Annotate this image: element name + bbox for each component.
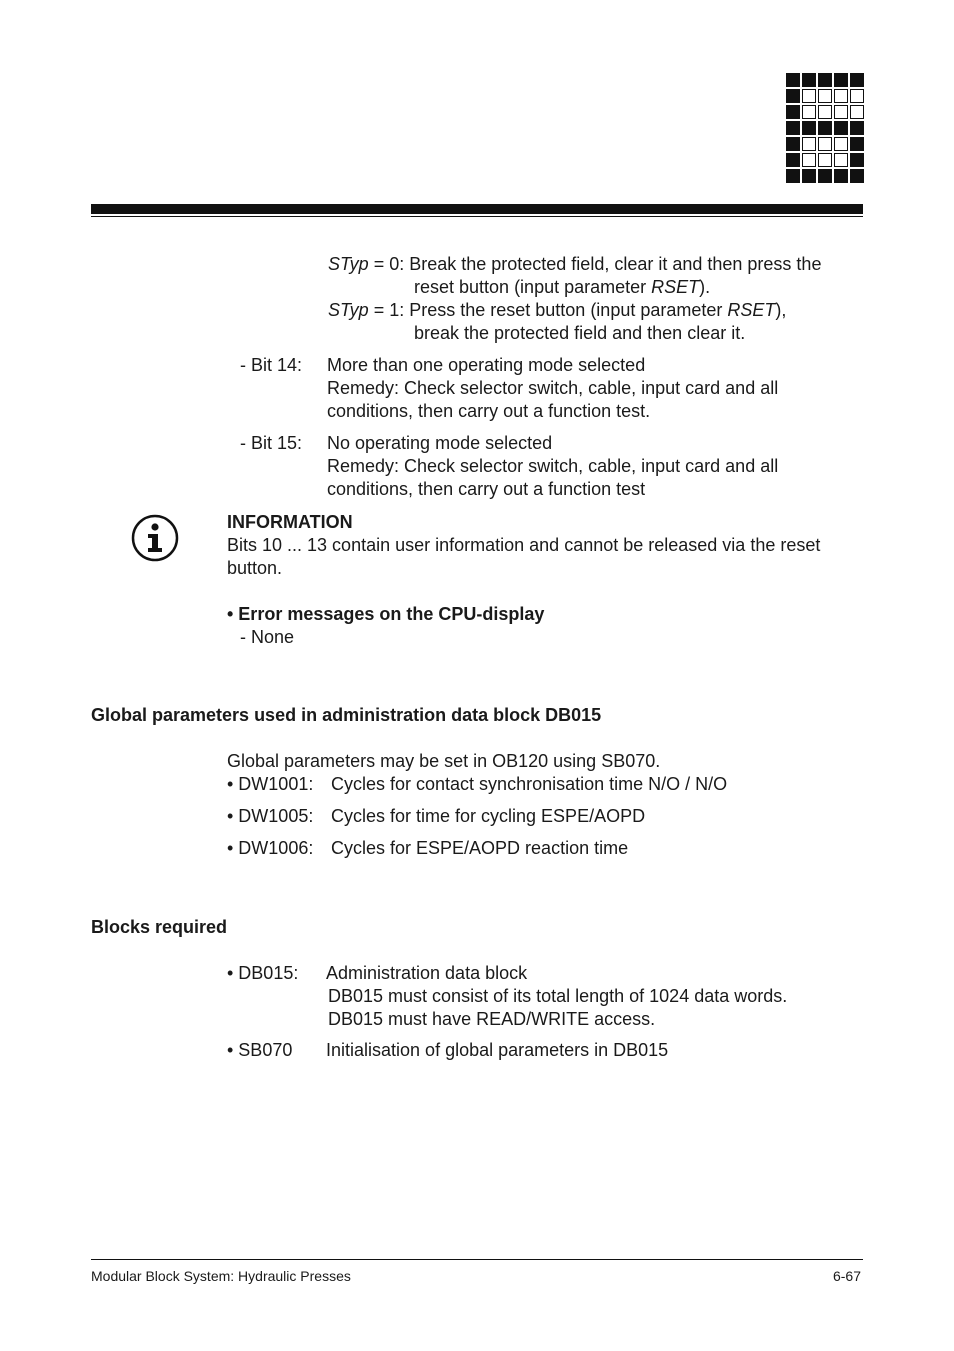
styp-0-line — [328, 253, 821, 276]
global-param-key: • DW1005: — [227, 806, 314, 826]
db015-line: Administration data block — [326, 963, 528, 983]
header-rule-thick — [91, 204, 863, 214]
global-param-key: • DW1006: — [227, 838, 314, 858]
bit-14-line: Remedy: Check selector switch, cable, input card and all — [327, 378, 779, 398]
page-number: 6-67 — [832, 1268, 861, 1284]
information-text: Bits 10 ... 13 contain user information and cannot be released via the reset — [227, 535, 821, 555]
styp-0-line-cont — [414, 276, 710, 299]
db015-key: • DB015: — [227, 963, 299, 983]
styp-label: STyp — [328, 254, 369, 274]
global-param-key: • DW1001: — [227, 774, 314, 794]
bit-15-line: No operating mode selected — [327, 433, 553, 453]
styp-1-text-end: ), — [775, 300, 787, 320]
global-params-heading: Global parameters used in administration data block DB015 — [91, 705, 602, 725]
header-rule-thin — [91, 216, 863, 217]
bit-15-line: conditions, then carry out a function test — [327, 479, 646, 499]
footer-title: Modular Block System: Hydraulic Presses — [91, 1268, 351, 1284]
bit-14-line: More than one operating mode selected — [327, 355, 646, 375]
bit-15-label: - Bit 15: — [240, 433, 303, 453]
company-logo — [786, 73, 864, 183]
info-icon — [131, 514, 179, 562]
db015-line: DB015 must consist of its total length of 1024 data words. — [328, 986, 788, 1006]
styp-1-line — [328, 299, 786, 322]
styp-label: STyp — [328, 300, 369, 320]
db015-line: DB015 must have READ/WRITE access. — [328, 1009, 656, 1029]
bit-14-label: - Bit 14: — [240, 355, 303, 375]
information-title: INFORMATION — [227, 512, 353, 532]
global-param-text: Cycles for ESPE/AOPD reaction time — [331, 838, 629, 858]
blocks-heading: Blocks required — [91, 917, 228, 937]
styp-1-line-cont: break the protected field and then clear it. — [414, 323, 746, 343]
error-messages-item: - None — [240, 627, 295, 647]
global-param-text: Cycles for contact synchronisation time N/O / N/O — [331, 774, 728, 794]
styp-0-text-end: ). — [699, 277, 711, 297]
rset-param: RSET — [727, 300, 776, 320]
error-messages-heading: • Error messages on the CPU-display — [227, 604, 545, 624]
bit-15-line: Remedy: Check selector switch, cable, input card and all — [327, 456, 779, 476]
information-text: button. — [227, 558, 283, 578]
sb070-key: • SB070 — [227, 1040, 293, 1060]
rset-param: RSET — [651, 277, 700, 297]
global-params-intro: Global parameters may be set in OB120 using SB070. — [227, 751, 661, 771]
styp-1-text: = 1: Press the reset button (input parameter — [368, 300, 728, 320]
footer-rule — [91, 1259, 863, 1260]
bit-14-line: conditions, then carry out a function test. — [327, 401, 651, 421]
styp-0-text: = 0: Break the protected field, clear it and then press the — [368, 254, 822, 274]
global-param-text: Cycles for time for cycling ESPE/AOPD — [331, 806, 646, 826]
styp-0-text-cont: reset button (input parameter — [414, 277, 652, 297]
sb070-text: Initialisation of global parameters in DB015 — [326, 1040, 669, 1060]
